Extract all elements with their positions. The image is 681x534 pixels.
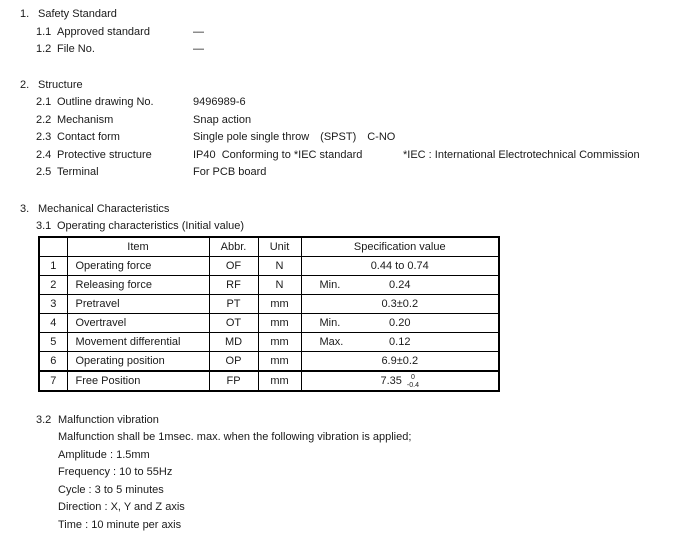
tolerance-upper: 0 xyxy=(411,374,415,382)
line-value-note: *IEC : International Electrotechnical Commission xyxy=(403,147,640,165)
header-item: Item xyxy=(67,237,209,257)
row-spec xyxy=(301,313,499,332)
vibration-direction-line: Direction : X, Y and Z axis xyxy=(58,499,681,517)
spec-line-outline-drawing xyxy=(36,94,681,112)
row-item: Operating force xyxy=(67,256,209,275)
spec-qualifier: Max. xyxy=(320,336,344,348)
tolerance-stack xyxy=(407,374,419,389)
vibration-cycle-line: Cycle : 3 to 5 minutes xyxy=(58,482,681,500)
table-header-row xyxy=(39,237,499,257)
section-3-title-text: Mechanical Characteristics xyxy=(38,201,169,219)
row-spec xyxy=(301,351,499,371)
row-abbr: OP xyxy=(209,351,258,371)
tolerance-lower: -0.4 xyxy=(407,382,419,390)
vibration-frequency-line: Frequency : 10 to 55Hz xyxy=(58,464,681,482)
row-item: Free Position xyxy=(67,371,209,391)
line-label: Outline drawing No. xyxy=(57,94,193,112)
row-abbr: RF xyxy=(209,275,258,294)
line-value: Snap action xyxy=(193,112,251,130)
row-unit: mm xyxy=(258,371,301,391)
subsection-3-2-title xyxy=(36,412,681,430)
section-2-number: 2. xyxy=(20,77,38,95)
vibration-time-line: Time : 10 minute per axis xyxy=(58,517,681,534)
row-abbr: OT xyxy=(209,313,258,332)
spec-line-mechanism xyxy=(36,112,681,130)
row-no: 2 xyxy=(39,275,67,294)
spec-value: 6.9±0.2 xyxy=(381,355,418,367)
line-value: Single pole single throw (SPST) C-NO xyxy=(193,129,395,147)
row-unit: N xyxy=(258,256,301,275)
line-number: 2.2 xyxy=(36,112,57,130)
section-1-number: 1. xyxy=(20,6,38,24)
line-number: 1.1 xyxy=(36,24,57,42)
row-unit: N xyxy=(258,275,301,294)
row-item: Operating position xyxy=(67,351,209,371)
line-label: Mechanism xyxy=(57,112,193,130)
section-1-title xyxy=(20,6,681,24)
table-row xyxy=(39,371,499,391)
row-no: 7 xyxy=(39,371,67,391)
spec-line-file-no xyxy=(36,41,681,59)
spec-value: 0.44 to 0.74 xyxy=(371,260,429,272)
line-number: 2.4 xyxy=(36,147,57,165)
section-2-title-text: Structure xyxy=(38,77,83,95)
line-number: 3.2 xyxy=(36,412,58,430)
subsection-title-text: Malfunction vibration xyxy=(58,412,159,430)
row-no: 6 xyxy=(39,351,67,371)
row-no: 3 xyxy=(39,294,67,313)
vibration-amplitude-line: Amplitude : 1.5mm xyxy=(58,447,681,465)
section-3-title xyxy=(20,201,681,219)
table-row xyxy=(39,275,499,294)
spec-value: 0.20 xyxy=(389,317,410,329)
spec-line-approved-standard xyxy=(36,24,681,42)
spec-line-contact-form xyxy=(36,129,681,147)
row-unit: mm xyxy=(258,313,301,332)
row-item: Pretravel xyxy=(67,294,209,313)
row-spec xyxy=(301,256,499,275)
row-abbr: OF xyxy=(209,256,258,275)
row-item: Overtravel xyxy=(67,313,209,332)
table-row xyxy=(39,332,499,351)
table-row xyxy=(39,351,499,371)
section-2-title xyxy=(20,77,681,95)
line-label: Terminal xyxy=(57,164,193,182)
spec-value: 0.12 xyxy=(389,336,410,348)
row-spec xyxy=(301,332,499,351)
table-row xyxy=(39,313,499,332)
line-label: Protective structure xyxy=(57,147,193,165)
line-number: 2.1 xyxy=(36,94,57,112)
row-spec xyxy=(301,275,499,294)
spec-value: 7.35 xyxy=(381,375,402,387)
vibration-condition-line: Malfunction shall be 1msec. max. when the following vibration is applied; xyxy=(58,429,681,447)
row-unit: mm xyxy=(258,294,301,313)
row-unit: mm xyxy=(258,332,301,351)
line-label: File No. xyxy=(57,41,193,59)
header-no xyxy=(39,237,67,257)
row-item: Movement differential xyxy=(67,332,209,351)
line-number: 2.5 xyxy=(36,164,57,182)
line-number: 3.1 xyxy=(36,218,57,236)
line-label: Approved standard xyxy=(57,24,193,42)
spec-line-protective-structure xyxy=(36,147,681,165)
section-3-number: 3. xyxy=(20,201,38,219)
row-item: Releasing force xyxy=(67,275,209,294)
line-value: IP40 Conforming to *IEC standard xyxy=(193,147,403,165)
subsection-title-text: Operating characteristics (Initial value) xyxy=(57,218,244,236)
subsection-3-1-title xyxy=(36,218,681,236)
header-abbr: Abbr. xyxy=(209,237,258,257)
row-spec xyxy=(301,294,499,313)
line-value: For PCB board xyxy=(193,164,266,182)
row-abbr: PT xyxy=(209,294,258,313)
line-value: — xyxy=(193,41,204,59)
line-number: 1.2 xyxy=(36,41,57,59)
spec-qualifier: Min. xyxy=(320,317,341,329)
row-spec xyxy=(301,371,499,391)
row-no: 4 xyxy=(39,313,67,332)
section-1-title-text: Safety Standard xyxy=(38,6,117,24)
table-row xyxy=(39,256,499,275)
spec-line-terminal xyxy=(36,164,681,182)
table-row xyxy=(39,294,499,313)
row-no: 5 xyxy=(39,332,67,351)
row-abbr: MD xyxy=(209,332,258,351)
spec-value: 0.3±0.2 xyxy=(381,298,418,310)
header-spec: Specification value xyxy=(301,237,499,257)
header-unit: Unit xyxy=(258,237,301,257)
row-unit: mm xyxy=(258,351,301,371)
spec-qualifier: Min. xyxy=(320,279,341,291)
operating-characteristics-table xyxy=(38,236,500,392)
row-abbr: FP xyxy=(209,371,258,391)
spec-value: 0.24 xyxy=(389,279,410,291)
line-value: — xyxy=(193,24,204,42)
line-number: 2.3 xyxy=(36,129,57,147)
row-no: 1 xyxy=(39,256,67,275)
line-value: 9496989-6 xyxy=(193,94,246,112)
line-label: Contact form xyxy=(57,129,193,147)
